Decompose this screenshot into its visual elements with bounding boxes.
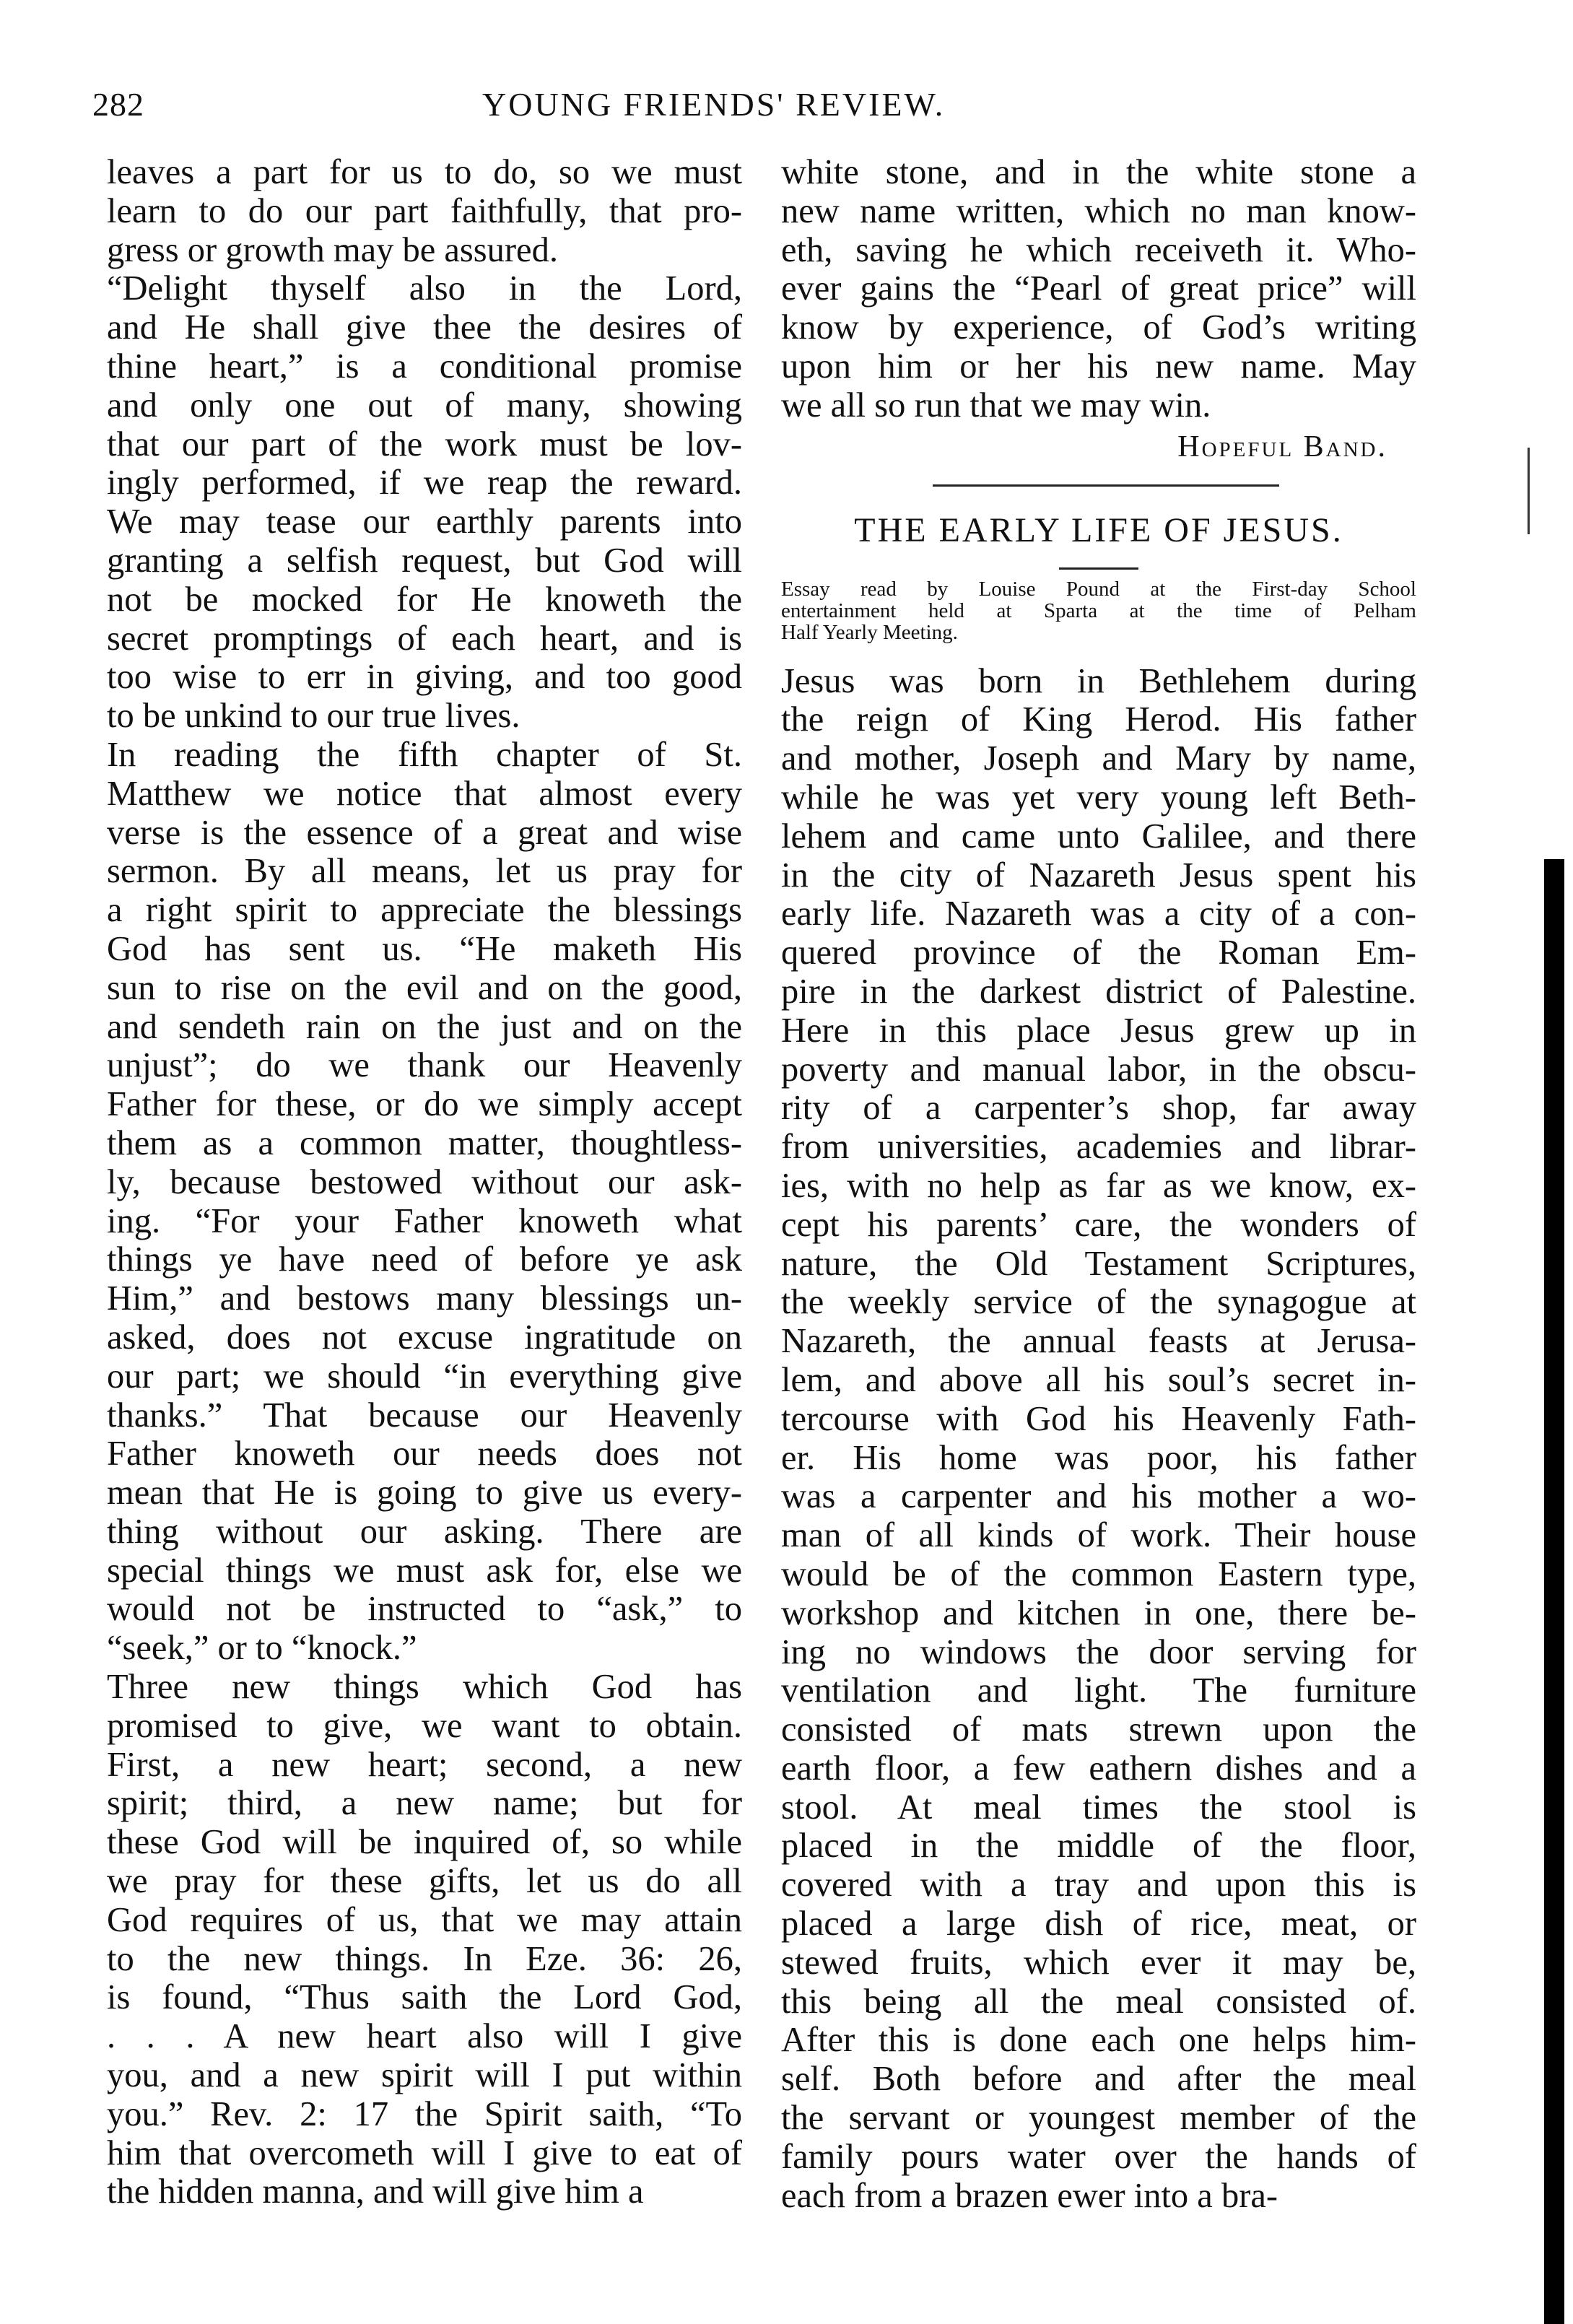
text-line: a right spirit to appreciate the blessings (107, 891, 742, 930)
essay-ending (781, 153, 1416, 425)
text-line: too wise to err in giving, and too good (107, 658, 742, 697)
text-line: er. His home was poor, his father (781, 1438, 1416, 1477)
text-line: them as a common matter, thoughtless- (107, 1123, 742, 1162)
text-line: . . . A new heart also will I give (107, 2017, 742, 2056)
text-line: the servant or youngest member of the (781, 2099, 1416, 2138)
text-line: while he was yet very young left Beth- (781, 778, 1416, 817)
text-line: and mother, Joseph and Mary by name, (781, 739, 1416, 778)
text-line: these God will be inquired of, so while (107, 1823, 742, 1862)
text-line: placed in the middle of the floor, (781, 1827, 1416, 1866)
text-line: Nazareth, the annual feasts at Jerusa- (781, 1322, 1416, 1361)
text-line: covered with a tray and upon this is (781, 1866, 1416, 1905)
text-line: workshop and kitchen in one, there be- (781, 1593, 1416, 1632)
text-line: ing. “For your Father knoweth what (107, 1201, 742, 1240)
text-line: to be unkind to our true lives. (107, 697, 520, 736)
text-line: Three new things which God has (107, 1668, 742, 1707)
text-line: you, and a new spirit will I put within (107, 2056, 742, 2095)
running-title: YOUNG FRIENDS' REVIEW. (482, 86, 946, 123)
text-line: thanks.” That because our Heavenly (107, 1396, 742, 1435)
text-line: ly, because bestowed without our ask- (107, 1162, 742, 1201)
text-line: and sendeth rain on the just and on the (107, 1007, 742, 1046)
text-line: sermon. By all means, let us pray for (107, 852, 742, 891)
text-line: stewed fruits, which ever it may be, (781, 1943, 1416, 1982)
text-line: tercourse with God his Heavenly Fath- (781, 1399, 1416, 1438)
text-line: mean that He is going to give us every- (107, 1474, 742, 1513)
text-line: learn to do our part faithfully, that pro- (107, 191, 742, 230)
text-line: Half Yearly Meeting. (781, 620, 958, 644)
text-line: “seek,” or to “knock.” (107, 1629, 417, 1668)
text-line: was a carpenter and his mother a wo- (781, 1477, 1416, 1516)
text-line: entertainment held at Sparta at the time of Pelham (781, 599, 1416, 622)
text-line: ies, with no help as far as we know, ex- (781, 1166, 1416, 1205)
text-line: from universities, academies and librar- (781, 1128, 1416, 1167)
text-line: each from a brazen ewer into a bra- (781, 2176, 1278, 2215)
text-line: We may tease our earthly parents into (107, 502, 742, 541)
text-line: lehem and came unto Galilee, and there (781, 817, 1416, 856)
page-header (92, 85, 1421, 136)
page-number: 282 (92, 86, 144, 123)
text-line: verse is the essence of a great and wise (107, 813, 742, 852)
text-line: God has sent us. “He maketh His (107, 929, 742, 968)
text-line: would be of the common Eastern type, (781, 1554, 1416, 1593)
text-line: placed a large dish of rice, meat, or (781, 1905, 1416, 1944)
text-line: spirit; third, a new name; but for (107, 1784, 742, 1823)
text-line: lem, and above all his soul’s secret in- (781, 1360, 1416, 1399)
text-line: ing no windows the door serving for (781, 1632, 1416, 1671)
text-line: promised to give, we want to obtain. (107, 1706, 742, 1745)
text-line: cept his parents’ care, the wonders of (781, 1205, 1416, 1244)
text-line: that our part of the work must be lov- (107, 425, 742, 464)
text-line: Matthew we notice that almost every (107, 774, 742, 813)
text-line: Father knoweth our needs does not (107, 1435, 742, 1474)
text-line: “Delight thyself also in the Lord, (107, 269, 742, 308)
text-line: him that overcometh will I give to eat of (107, 2133, 742, 2172)
text-line: leaves a part for us to do, so we must (107, 153, 742, 191)
text-line: upon him or her his new name. May (781, 347, 1416, 386)
text-line: white stone, and in the white stone a (781, 153, 1416, 191)
text-line: Him,” and bestows many blessings un- (107, 1279, 742, 1318)
text-line: After this is done each one helps him- (781, 2021, 1416, 2060)
text-line: we pray for these gifts, let us do all (107, 1862, 742, 1901)
section-divider (933, 484, 1279, 487)
text-line: gress or growth may be assured. (107, 230, 558, 269)
text-line: our part; we should “in everything give (107, 1357, 742, 1396)
text-line: ventilation and light. The furniture (781, 1671, 1416, 1710)
title-rule (1059, 567, 1138, 570)
text-line: man of all kinds of work. Their house (781, 1516, 1416, 1555)
text-line: early life. Nazareth was a city of a con- (781, 895, 1416, 933)
text-line: to the new things. In Eze. 36: 26, (107, 1939, 742, 1978)
signature: Hopeful Band. (1177, 430, 1387, 464)
text-line: First, a new heart; second, a new (107, 1745, 742, 1784)
text-line: asked, does not excuse ingratitude on (107, 1318, 742, 1357)
scan-edge-mark (1528, 448, 1530, 534)
text-line: special things we must ask for, else we (107, 1551, 742, 1590)
text-line: rity of a carpenter’s shop, far away (781, 1089, 1416, 1128)
text-line: ingly performed, if we reap the reward. (107, 464, 742, 502)
text-line: Father for these, or do we simply accept (107, 1085, 742, 1124)
text-line: self. Both before and after the meal (781, 2060, 1416, 2099)
text-line: nature, the Old Testament Scriptures, (781, 1244, 1416, 1283)
text-line: God requires of us, that we may attain (107, 1900, 742, 1939)
text-line: know by experience, of God’s writing (781, 308, 1416, 347)
text-line: the weekly service of the synagogue at (781, 1283, 1416, 1322)
text-line: quered province of the Roman Em- (781, 933, 1416, 972)
article-title: THE EARLY LIFE OF JESUS. (854, 510, 1343, 549)
text-line: and only one out of many, showing (107, 386, 742, 425)
article-body (781, 662, 1416, 2216)
text-line: is found, “Thus saith the Lord God, (107, 1978, 742, 2017)
text-line: would not be instructed to “ask,” to (107, 1590, 742, 1629)
text-line: ever gains the “Pearl of great price” will (781, 269, 1416, 308)
text-line: the reign of King Herod. His father (781, 700, 1416, 739)
text-line: poverty and manual labor, in the obscu- (781, 1050, 1416, 1089)
text-line: we all so run that we may win. (781, 386, 1211, 425)
text-line: new name written, which no man know- (781, 191, 1416, 230)
right-column (781, 153, 1416, 2215)
left-column (107, 153, 742, 2211)
text-line: sun to rise on the evil and on the good, (107, 968, 742, 1007)
text-line: earth floor, a few eathern dishes and a (781, 1749, 1416, 1788)
text-line: Essay read by Louise Pound at the First-day School (781, 577, 1416, 601)
text-line: the hidden manna, and will give him a (107, 2172, 644, 2211)
text-line: Jesus was born in Bethlehem during (781, 661, 1416, 700)
text-line: stool. At meal times the stool is (781, 1788, 1416, 1827)
scan-edge-shadow (1544, 859, 1564, 2324)
text-line: Here in this place Jesus grew up in (781, 1011, 1416, 1050)
text-line: family pours water over the hands of (781, 2137, 1416, 2176)
editorial-note (781, 578, 1416, 643)
text-line: and He shall give thee the desires of (107, 308, 742, 347)
text-line: thing without our asking. There are (107, 1512, 742, 1551)
text-line: thine heart,” is a conditional promise (107, 347, 742, 386)
text-line: granting a selfish request, but God will (107, 541, 742, 580)
text-line: unjust”; do we thank our Heavenly (107, 1046, 742, 1085)
text-line: eth, saving he which receiveth it. Who- (781, 230, 1416, 269)
text-line: this being all the meal consisted of. (781, 1982, 1416, 2021)
text-line: in the city of Nazareth Jesus spent his (781, 856, 1416, 895)
text-line: you.” Rev. 2: 17 the Spirit saith, “To (107, 2094, 742, 2133)
text-line: consisted of mats strewn upon the (781, 1710, 1416, 1749)
text-line: pire in the darkest district of Palestine. (781, 972, 1416, 1011)
text-line: secret promptings of each heart, and is (107, 619, 742, 658)
text-line: not be mocked for He knoweth the (107, 580, 742, 619)
text-line: In reading the fifth chapter of St. (107, 735, 742, 774)
text-line: things ye have need of before ye ask (107, 1240, 742, 1279)
